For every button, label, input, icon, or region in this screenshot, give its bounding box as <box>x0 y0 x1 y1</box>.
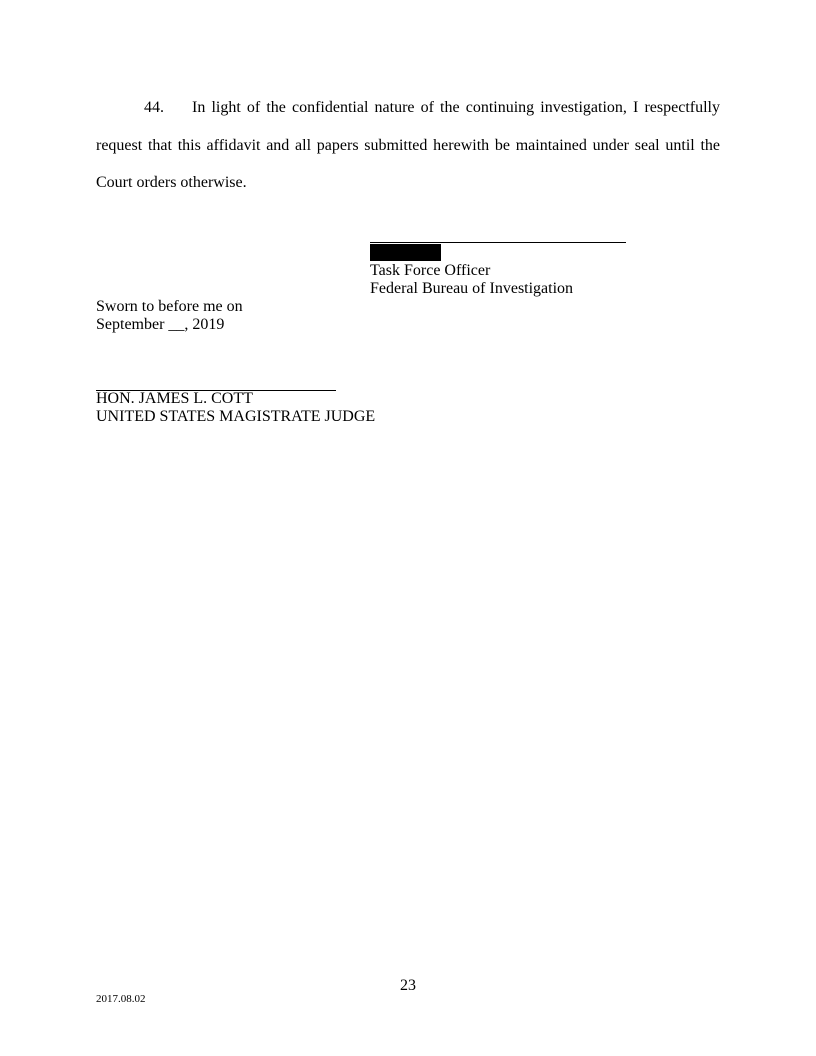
judge-info <box>96 390 375 426</box>
affiant-title: Task Force Officer <box>370 262 491 279</box>
sworn-date: September __, 2019 <box>96 316 225 333</box>
paragraph-text: In light of the confidential nature of the continuing investigation, I respectfully request that this affidavit and all papers submitted herewith be maintained under seal until the Court orders otherwise. <box>96 99 720 191</box>
judge-name: HON. JAMES L. COTT <box>96 390 253 407</box>
affiant-signature-line <box>370 222 626 243</box>
redacted-name-box <box>370 244 441 261</box>
sworn-line-1: Sworn to before me on <box>96 298 243 315</box>
paragraph-number: 44. <box>144 99 164 116</box>
affiant-signature-block <box>370 222 626 243</box>
judge-title: UNITED STATES MAGISTRATE JUDGE <box>96 408 376 425</box>
sworn-statement <box>96 298 243 334</box>
footer-code: 2017.08.02 <box>96 993 146 1005</box>
affiant-agency: Federal Bureau of Investigation <box>370 280 574 297</box>
judge-signature-line <box>96 370 336 391</box>
paragraph-44 <box>96 89 720 202</box>
affiant-info <box>370 262 573 298</box>
page-number: 23 <box>400 977 416 994</box>
